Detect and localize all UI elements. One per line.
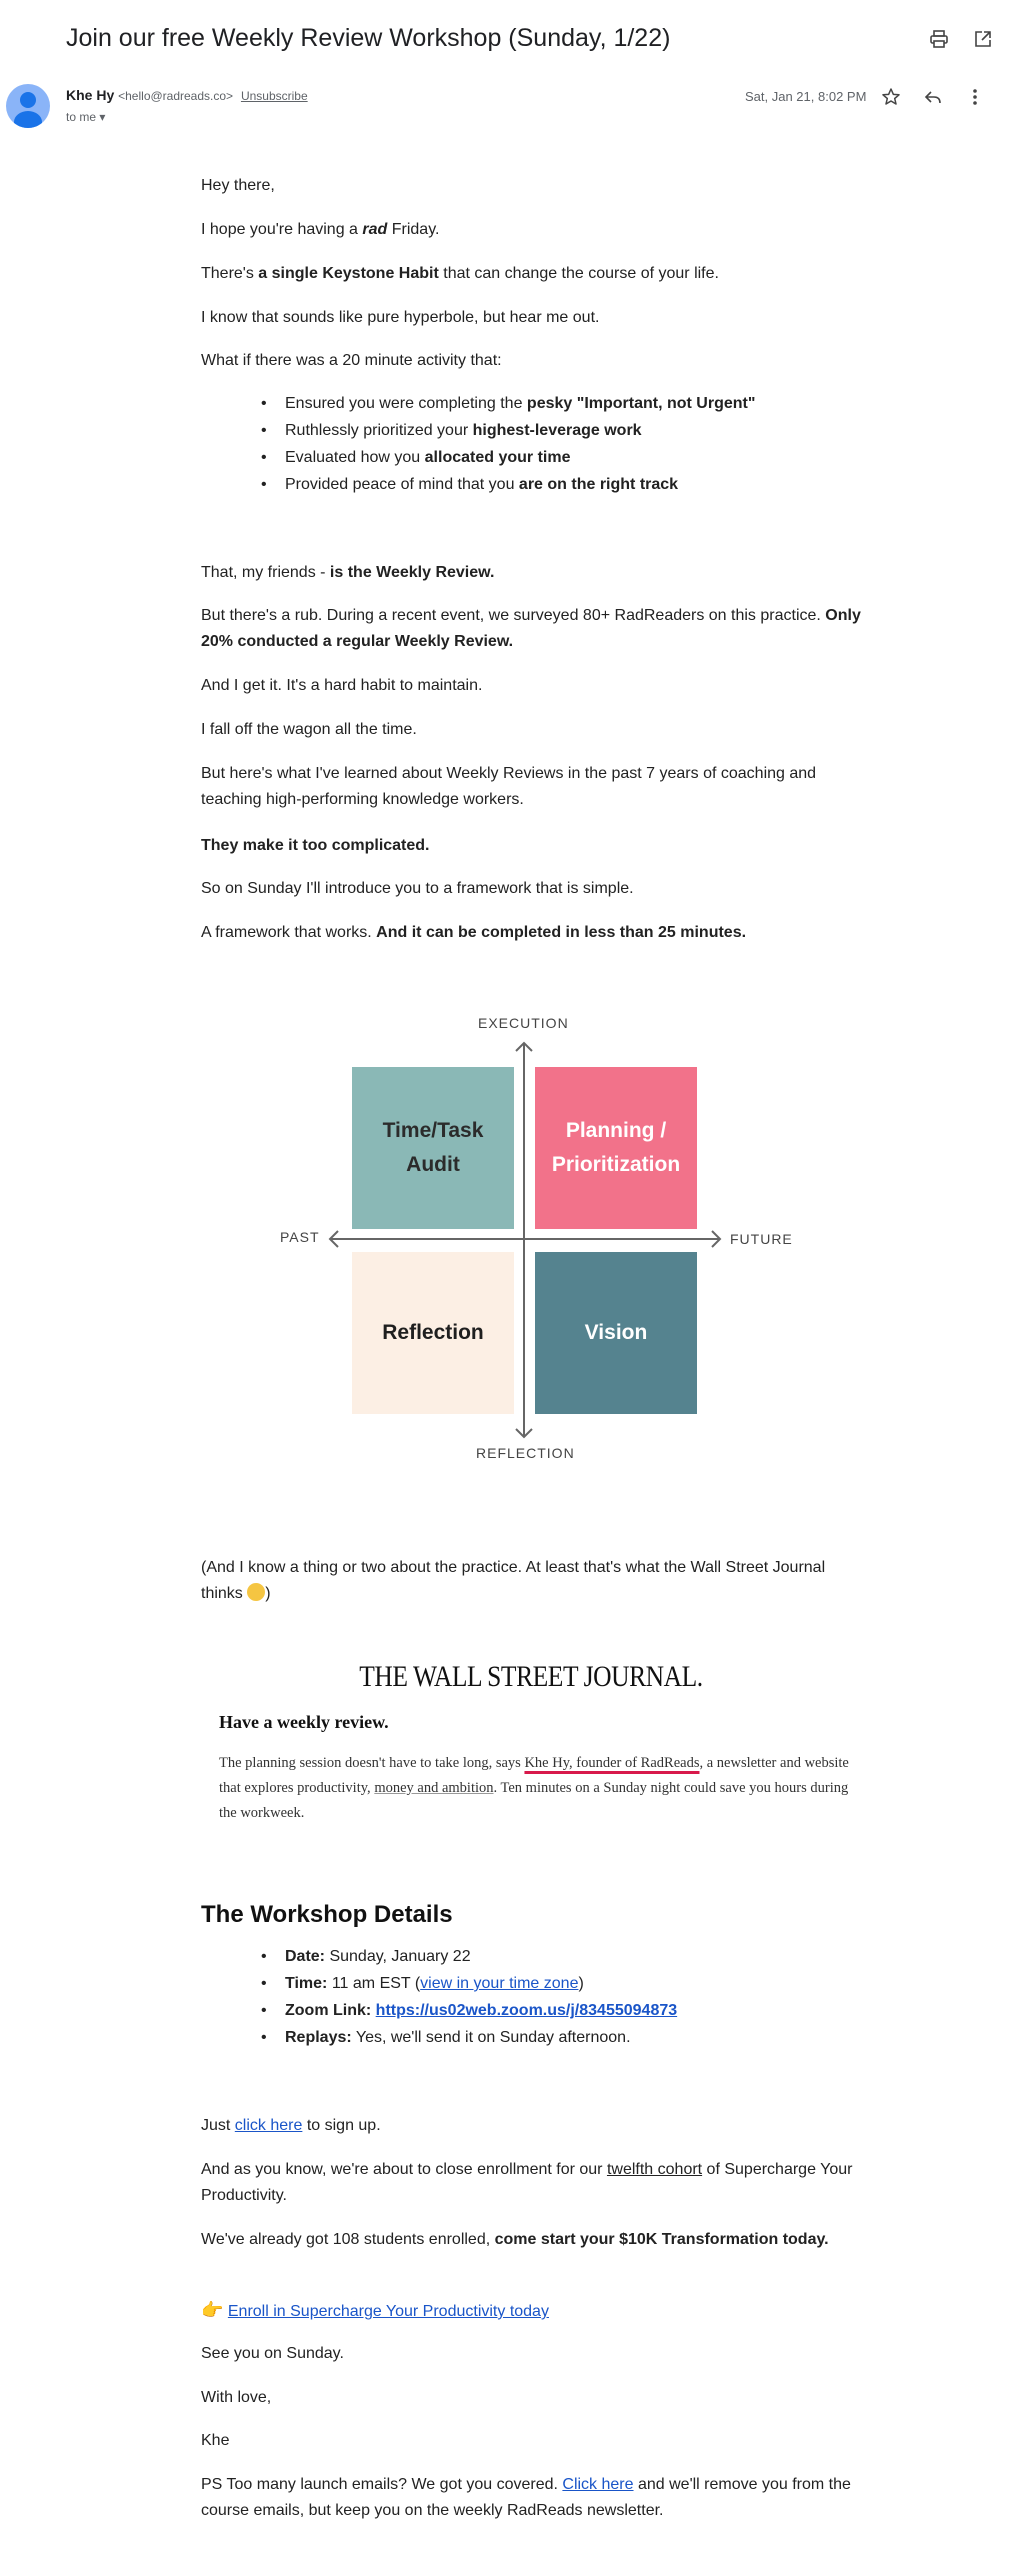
paragraph-sign-up — [201, 2113, 861, 2139]
benefits-list — [261, 390, 755, 498]
paragraph-hyperbole: I know that sounds like pure hyperbole, but hear me out. — [201, 309, 600, 326]
list-item — [261, 417, 755, 444]
text-bold: Only 20% conducted a regular Weekly Review. — [201, 607, 861, 650]
paragraph-keystone-habit — [201, 261, 861, 287]
text-underlined: money and ambition — [374, 1780, 494, 1796]
text-bold: come start your $10K Transformation today. — [494, 2231, 829, 2248]
greeting: Hey there, — [201, 177, 275, 194]
text: , a newsletter and website that explores productivity, — [219, 1755, 849, 1796]
text-bold: a single Keystone Habit — [258, 265, 439, 282]
text: that can change the course of your life. — [438, 265, 719, 282]
text-bold: highest-leverage work — [472, 422, 642, 439]
list-item — [261, 1997, 677, 2024]
text: Ensured you were completing the — [285, 395, 527, 412]
signature: Khe — [201, 2432, 230, 2449]
unsubscribe-link[interactable]: Unsubscribe — [240, 89, 308, 103]
text-bold: Date: — [285, 1948, 326, 1965]
paragraph-wsj-intro — [201, 1555, 861, 1607]
wsj-quote — [219, 1751, 859, 1826]
paragraph-enrollment — [201, 2157, 861, 2209]
text-bold: And it can be completed in less than 25 minutes. — [376, 924, 747, 941]
recipient-dropdown[interactable] — [66, 110, 105, 124]
paragraph-see-you: See you on Sunday. — [201, 2345, 344, 2362]
text: We've already got 108 students enrolled, — [201, 2231, 495, 2248]
text-bold: allocated your time — [424, 449, 571, 466]
text: (And I know a thing or two about the practice. At least that's what the Wall Street Journal thinks — [201, 1559, 826, 1602]
timezone-link[interactable]: view in your time zone — [420, 1975, 579, 1992]
text: I hope you're having a — [201, 221, 363, 238]
paragraph-survey — [201, 603, 861, 655]
list-item — [261, 2024, 677, 2051]
list-item — [261, 390, 755, 417]
text-bold: Time: — [285, 1975, 328, 1992]
paragraph-wagon: I fall off the wagon all the time. — [201, 721, 417, 738]
text: The planning session doesn't have to take long, says — [219, 1755, 525, 1771]
list-item — [261, 1943, 677, 1970]
sign-up-link[interactable]: click here — [234, 2117, 303, 2134]
message-actions — [880, 86, 986, 108]
workshop-details-list — [261, 1943, 677, 2051]
sender-name: Khe Hy — [66, 87, 115, 103]
quadrant-label: Reflection — [382, 1321, 484, 1344]
text: That, my friends - — [201, 564, 330, 581]
paragraph-25-minutes — [201, 920, 861, 946]
print-icon[interactable] — [928, 28, 950, 50]
text: Sunday, January 22 — [325, 1948, 471, 1965]
recipient-label: to me — [66, 110, 97, 124]
text: Evaluated how you — [285, 449, 425, 466]
text: But there's a rub. During a recent event, we surveyed 80+ RadReaders on this practice. — [201, 607, 826, 624]
zoom-link[interactable]: https://us02web.zoom.us/j/83455094873 — [375, 2002, 678, 2019]
text: of Supercharge Your Productivity. — [201, 2161, 853, 2204]
winking-face-icon — [247, 1583, 265, 1601]
axis-label-bottom: REFLECTION — [476, 1445, 575, 1461]
open-in-new-window-icon[interactable] — [972, 28, 994, 50]
paragraph-enroll — [201, 2297, 861, 2325]
twelfth-cohort-link[interactable]: twelfth cohort — [606, 2161, 703, 2178]
quadrant-label: Planning / Prioritization — [551, 1119, 681, 1176]
text: Just — [201, 2117, 235, 2134]
weekly-review-matrix — [270, 1005, 793, 1475]
sender-line — [66, 87, 308, 103]
text-bold: Replays: — [285, 2029, 352, 2046]
more-options-icon[interactable] — [964, 86, 986, 108]
chevron-down-icon: ▾ — [99, 110, 106, 124]
text: and we'll remove you from the course emails, but keep you on the weekly RadReads newsletter. — [201, 2476, 851, 2519]
axis-label-right: FUTURE — [730, 1231, 793, 1247]
email-subject: Join our free Weekly Review Workshop (Sunday, 1/22) — [66, 24, 671, 52]
paragraph-students — [201, 2227, 861, 2253]
text: And as you know, we're about to close enrollment for our — [201, 2161, 607, 2178]
sender-avatar — [6, 84, 50, 128]
text: . Ten minutes on a Sunday night could save you hours during the workweek. — [219, 1780, 849, 1821]
wsj-masthead: THE WALL STREET JOURNAL. — [359, 1660, 703, 1693]
text: to sign up. — [302, 2117, 381, 2134]
axis-label-left: PAST — [280, 1229, 320, 1245]
list-item — [261, 471, 755, 498]
text-bold: is the Weekly Review. — [329, 564, 495, 581]
paragraph-ps — [201, 2472, 861, 2524]
text: Ruthlessly prioritized your — [285, 422, 473, 439]
quadrant-label: Time/Task Audit — [382, 1119, 484, 1176]
text: PS Too many launch emails? We got you covered. — [201, 2476, 563, 2493]
wsj-heading: Have a weekly review. — [219, 1712, 389, 1732]
text-bold: pesky "Important, not Urgent" — [526, 395, 756, 412]
sender-email: <hello@radreads.co> — [118, 89, 234, 103]
list-item — [261, 444, 755, 471]
enroll-link[interactable]: Enroll in Supercharge Your Productivity today — [227, 2303, 549, 2320]
text: A framework that works. — [201, 924, 377, 941]
text: Provided peace of mind that you — [285, 476, 519, 493]
email-header — [0, 0, 1012, 165]
paragraph-with-love: With love, — [201, 2389, 272, 2406]
axis-label-top: EXECUTION — [478, 1015, 569, 1031]
text: There's — [201, 265, 259, 282]
paragraph-weekly-review — [201, 560, 861, 586]
paragraph-learned: But here's what I've learned about Weekly Reviews in the past 7 years of coaching and teaching high-performing knowledge workers. — [201, 765, 817, 808]
text: ) — [578, 1975, 584, 1992]
paragraph-rad-friday — [201, 217, 861, 243]
text: 11 am EST ( — [327, 1975, 421, 1992]
paragraph-hard-habit: And I get it. It's a hard habit to maintain. — [201, 677, 483, 694]
text-bold: Zoom Link: — [285, 2002, 372, 2019]
paragraph-framework: So on Sunday I'll introduce you to a framework that is simple. — [201, 880, 634, 897]
email-date: Sat, Jan 21, 8:02 PM — [745, 89, 867, 104]
text-rad: rad — [362, 221, 388, 238]
remove-from-emails-link[interactable]: Click here — [562, 2476, 634, 2493]
quadrant-label: Vision — [584, 1321, 648, 1344]
star-icon[interactable] — [880, 86, 902, 108]
text: ) — [265, 1585, 271, 1602]
top-actions — [928, 28, 994, 50]
reply-icon[interactable] — [922, 86, 944, 108]
text-highlight: Khe Hy, founder of RadReads — [524, 1755, 700, 1771]
paragraph-complicated — [201, 833, 861, 859]
pointing-hand-icon: 👉 — [201, 2300, 224, 2320]
text-bold: They make it too complicated. — [201, 837, 430, 854]
matrix-axes — [270, 1005, 790, 1475]
wsj-clipping — [201, 1660, 861, 1826]
paragraph-activity: What if there was a 20 minute activity that: — [201, 352, 502, 369]
text: Yes, we'll send it on Sunday afternoon. — [351, 2029, 631, 2046]
text-bold: are on the right track — [518, 476, 679, 493]
text: Friday. — [387, 221, 440, 238]
list-item — [261, 1970, 677, 1997]
workshop-title: The Workshop Details — [201, 1901, 453, 1928]
